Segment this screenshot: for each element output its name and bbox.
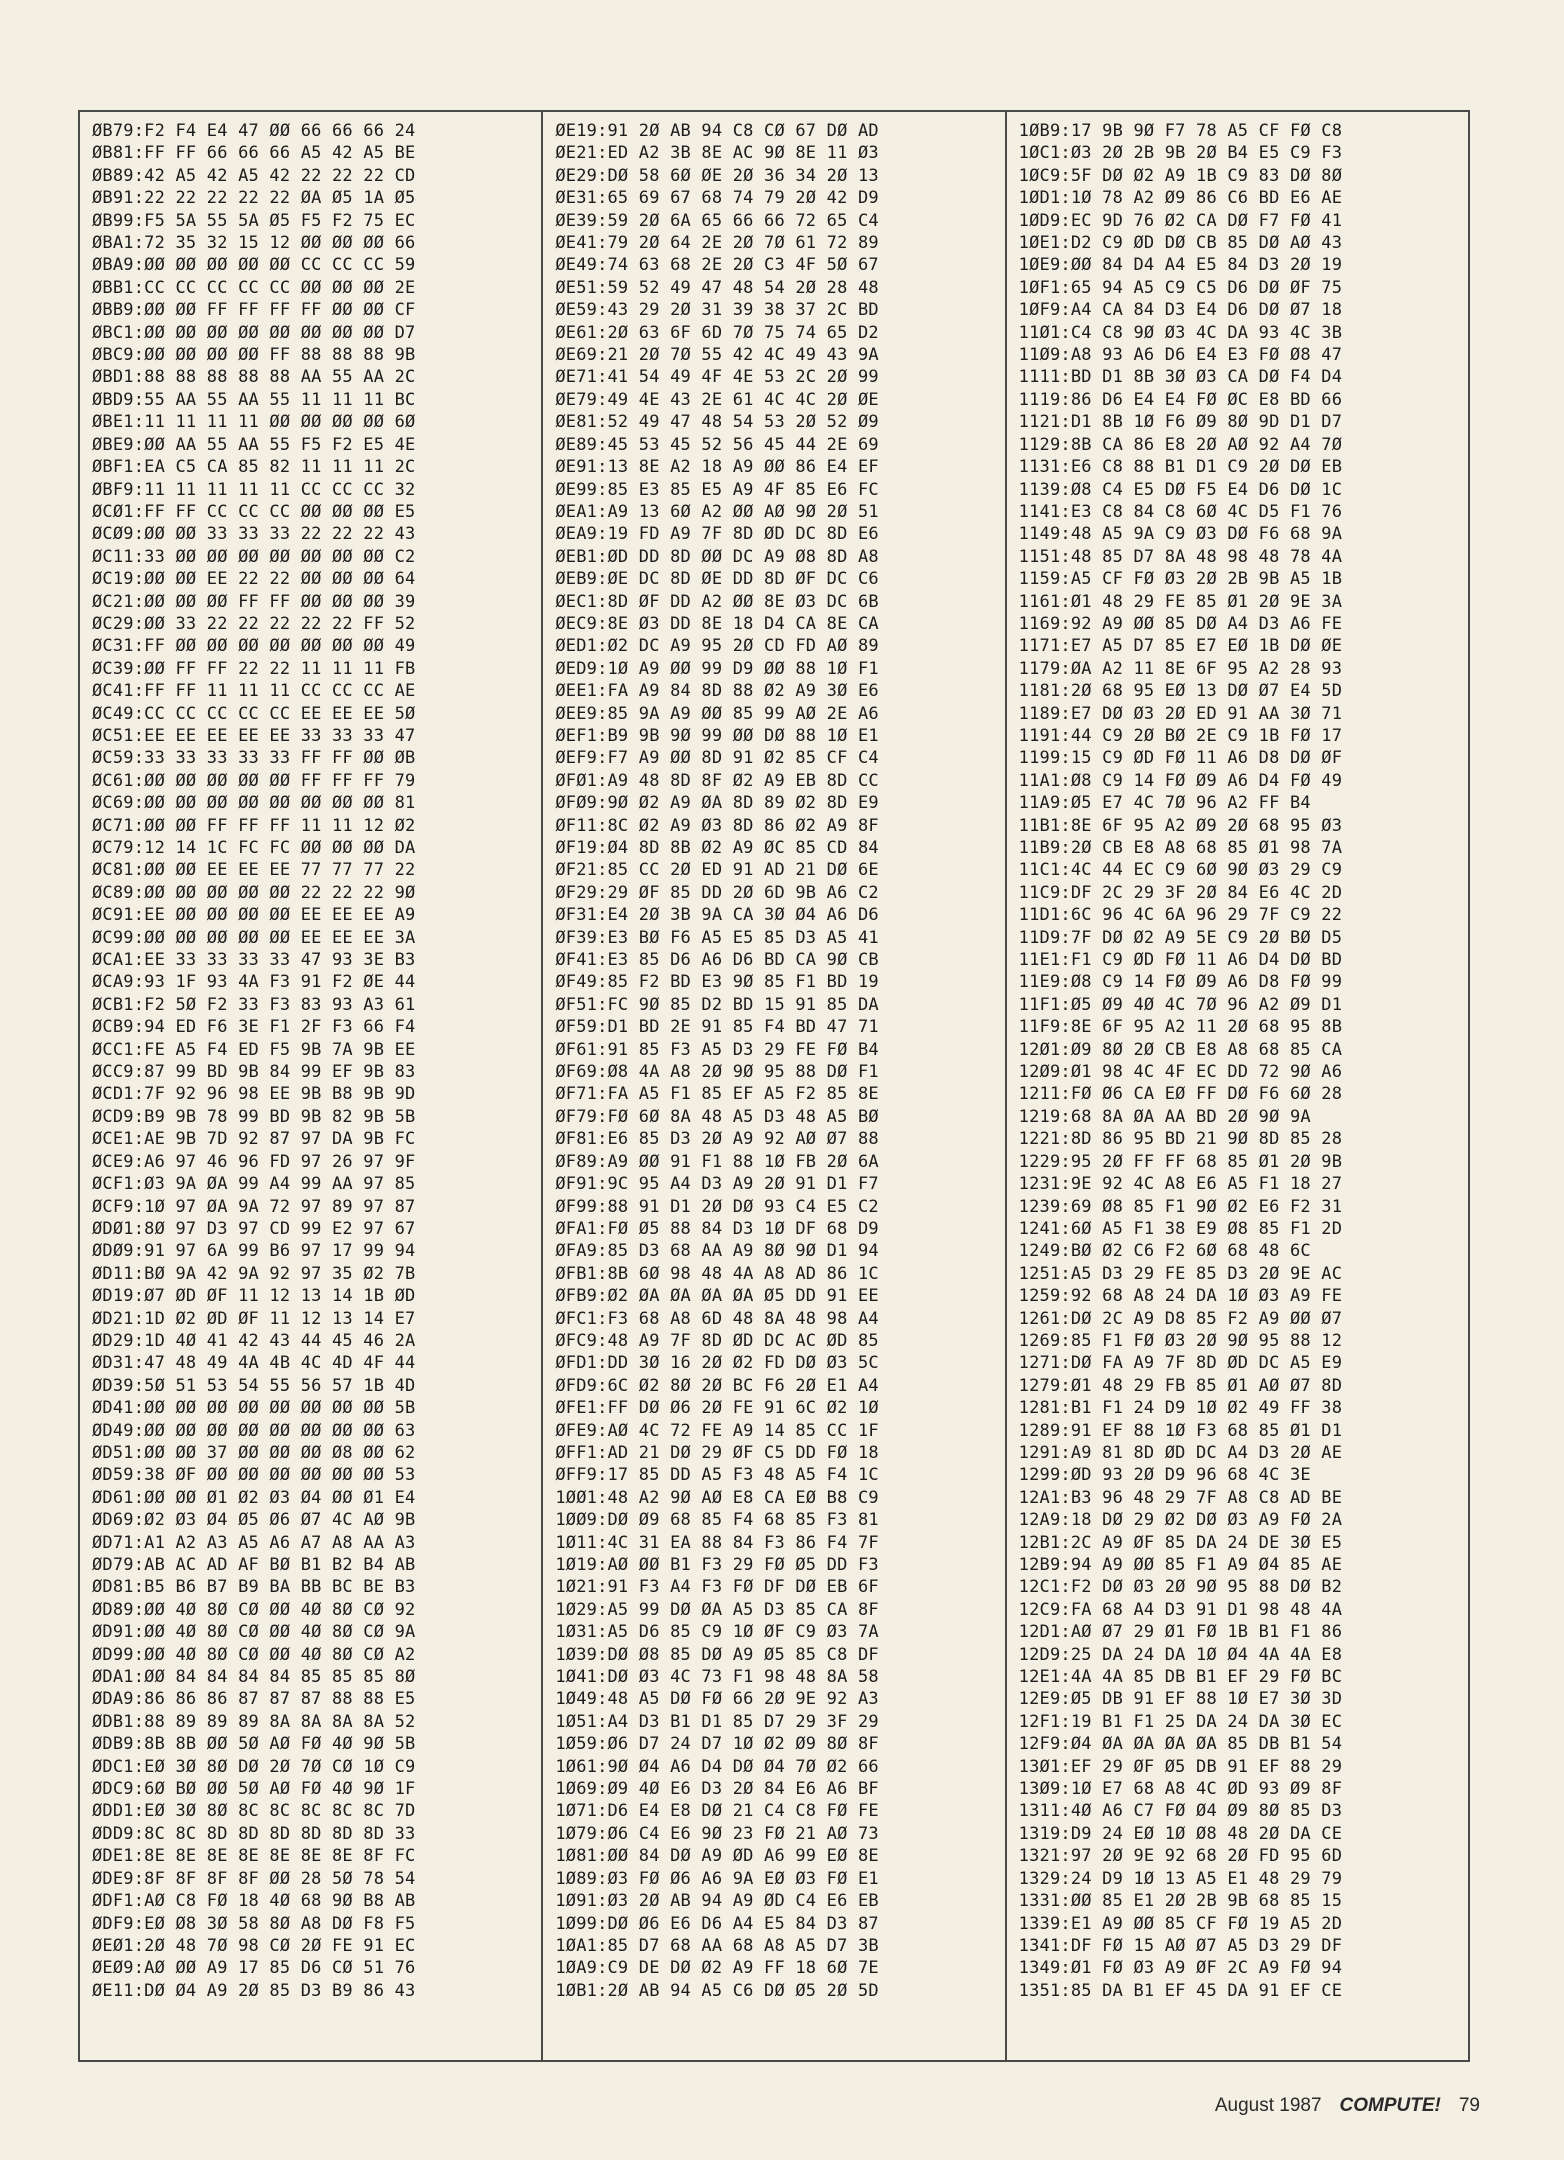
hex-line: 1289:91 EF 88 1Ø F3 68 85 Ø1 D1 (1018, 1420, 1343, 1441)
hex-line: 1Ø11:4C 31 EA 88 84 F3 86 F4 7F (555, 1532, 879, 1553)
hex-line: ØB91:22 22 22 22 22 ØA Ø5 1A Ø5 (92, 188, 416, 209)
hex-line: ØF89:A9 ØØ 91 F1 88 1Ø FB 2Ø 6A (555, 1151, 879, 1172)
hex-line: ØD71:A1 A2 A3 A5 A6 A7 A8 AA A3 (92, 1532, 416, 1553)
hex-line: ØDC9:6Ø BØ ØØ 5Ø AØ FØ 4Ø 9Ø 1F (92, 1779, 416, 1800)
hex-line: ØF11:8C Ø2 A9 Ø3 8D 86 Ø2 A9 8F (555, 815, 879, 836)
hex-line: 1Ø79:Ø6 C4 E6 9Ø 23 FØ 21 AØ 73 (555, 1823, 879, 1844)
hex-line: ØF61:91 85 F3 A5 D3 29 FE FØ B4 (555, 1039, 879, 1060)
hex-line: ØF91:9C 95 A4 D3 A9 2Ø 91 D1 F7 (555, 1174, 879, 1195)
hex-line: 1129:8B CA 86 E8 2Ø AØ 92 A4 7Ø (1018, 434, 1343, 455)
hex-line: ØFC9:48 A9 7F 8D ØD DC AC ØD 85 (555, 1330, 879, 1351)
hex-line: ØCA9:93 1F 93 4A F3 91 F2 ØE 44 (92, 972, 416, 993)
hex-line: ØCB1:F2 5Ø F2 33 F3 83 93 A3 61 (92, 994, 416, 1015)
hex-line: ØC59:33 33 33 33 33 FF FF ØØ ØB (92, 748, 416, 769)
hex-line: 1171:E7 A5 D7 85 E7 EØ 1B DØ ØE (1018, 636, 1343, 657)
hex-line: 11F1:Ø5 Ø9 4Ø 4C 7Ø 96 A2 Ø9 D1 (1018, 994, 1343, 1015)
hex-line: 1311:4Ø A6 C7 FØ Ø4 Ø9 8Ø 85 D3 (1018, 1801, 1343, 1822)
hex-line: ØBF1:EA C5 CA 85 82 11 11 11 2C (92, 457, 416, 478)
hex-line: 12D9:25 DA 24 DA 1Ø Ø4 4A 4A E8 (1018, 1644, 1343, 1665)
hex-line: ØD79:AB AC AD AF BØ B1 B2 B4 AB (92, 1555, 416, 1575)
hex-line: 1Ø71:D6 E4 E8 DØ 21 C4 C8 FØ FE (555, 1801, 879, 1822)
hex-line: ØEA1:A9 13 6Ø A2 ØØ AØ 9Ø 2Ø 51 (555, 501, 879, 522)
hex-line: ØFB9:Ø2 ØA ØA ØA ØA Ø5 DD 91 EE (555, 1286, 879, 1307)
hex-line: 12A9:18 DØ 29 Ø2 DØ Ø3 A9 FØ 2A (1018, 1510, 1343, 1531)
hex-line: ØFE1:FF DØ Ø6 2Ø FE 91 6C Ø2 1Ø (555, 1398, 879, 1419)
hex-line: 12B1:2C A9 ØF 85 DA 24 DE 3Ø E5 (1018, 1532, 1343, 1553)
hex-line: ØEC1:8D ØF DD A2 ØØ 8E Ø3 DC 6B (555, 591, 879, 612)
hex-line: ØDE9:8F 8F 8F 8F ØØ 28 5Ø 78 54 (92, 1868, 416, 1889)
hex-line: ØF69:Ø8 4A A8 2Ø 9Ø 95 88 DØ F1 (555, 1062, 879, 1083)
magazine-name: COMPUTE! (1339, 2095, 1441, 2116)
hex-line: ØDA9:86 86 86 87 87 87 88 88 E5 (92, 1689, 416, 1710)
hex-line: ØC71:ØØ ØØ FF FF FF 11 11 12 Ø2 (92, 815, 416, 836)
hex-line: ØFC1:F3 68 A8 6D 48 8A 48 98 A4 (555, 1308, 879, 1329)
hex-line: ØC81:ØØ ØØ EE EE EE 77 77 77 22 (92, 860, 416, 881)
hex-line: 12A1:B3 96 48 29 7F A8 C8 AD BE (1018, 1487, 1343, 1508)
hex-line: ØE69:21 2Ø 7Ø 55 42 4C 49 43 9A (555, 345, 879, 366)
hex-line: 11B9:2Ø CB E8 A8 68 85 Ø1 98 7A (1018, 838, 1343, 858)
hex-line: ØD91:ØØ 4Ø 8Ø CØ ØØ 4Ø 8Ø CØ 9A (92, 1622, 416, 1643)
hex-line: ØE71:41 54 49 4F 4E 53 2C 2Ø 99 (555, 367, 879, 388)
hex-line: 1Ø69:Ø9 4Ø E6 D3 2Ø 84 E6 A6 BF (555, 1779, 879, 1800)
listing-column-1 (80, 112, 543, 2060)
hex-line: ØDE1:8E 8E 8E 8E 8E 8E 8E 8F FC (92, 1846, 416, 1867)
hex-line: 12F9:Ø4 ØA ØA ØA ØA 85 DB B1 54 (1018, 1734, 1343, 1755)
hex-line: 12Ø1:Ø9 8Ø 2Ø CB E8 A8 68 85 CA (1018, 1039, 1343, 1060)
hex-line: 1161:Ø1 48 29 FE 85 Ø1 2Ø 9E 3A (1018, 591, 1343, 612)
hex-line: 13Ø1:EF 29 ØF Ø5 DB 91 EF 88 29 (1018, 1756, 1343, 1777)
hex-line: 1Ø99:DØ Ø6 E6 D6 A4 E5 84 D3 87 (555, 1913, 879, 1934)
hex-line: 1211:FØ Ø6 CA EØ FF DØ F6 6Ø 28 (1018, 1084, 1343, 1105)
hex-line: 13Ø9:1Ø E7 68 A8 4C ØD 93 Ø9 8F (1018, 1779, 1343, 1800)
hex-line: 1321:97 2Ø 9E 92 68 2Ø FD 95 6D (1018, 1846, 1343, 1867)
hex-line: 1199:15 C9 ØD FØ 11 A6 D8 DØ ØF (1018, 748, 1343, 769)
hex-line: ØEØ9:AØ ØØ A9 17 85 D6 CØ 51 76 (92, 1958, 416, 1979)
hex-line: ØE59:43 29 2Ø 31 39 38 37 2C BD (555, 300, 879, 321)
hex-line: 1341:DF FØ 15 AØ Ø7 A5 D3 29 DF (1018, 1935, 1343, 1956)
hex-line: ØC21:ØØ ØØ ØØ FF FF ØØ ØØ ØØ 39 (92, 591, 416, 612)
hex-line: ØC41:FF FF 11 11 11 CC CC CC AE (92, 681, 416, 702)
hex-line: 1ØC9:5F DØ Ø2 A9 1B C9 83 DØ 8Ø (1018, 165, 1343, 186)
hex-line: ØF51:FC 9Ø 85 D2 BD 15 91 85 DA (555, 994, 879, 1015)
hex-line: 1221:8D 86 95 BD 21 9Ø 8D 85 28 (1018, 1129, 1343, 1150)
hex-line: ØE99:85 E3 85 E5 A9 4F 85 E6 FC (555, 479, 879, 500)
hex-line: ØFF9:17 85 DD A5 F3 48 A5 F4 1C (555, 1465, 879, 1486)
hex-line: ØC61:ØØ ØØ ØØ ØØ ØØ FF FF FF 79 (92, 770, 416, 791)
hex-line: ØB79:F2 F4 E4 47 ØØ 66 66 66 24 (92, 121, 416, 141)
hex-line: ØED9:1Ø A9 ØØ 99 D9 ØØ 88 1Ø F1 (555, 658, 879, 679)
hex-line: ØC79:12 14 1C FC FC ØØ ØØ ØØ DA (92, 838, 416, 858)
page-number: 79 (1458, 2095, 1480, 2116)
hex-line: ØC69:ØØ ØØ ØØ ØØ ØØ ØØ ØØ ØØ 81 (92, 793, 416, 814)
hex-line: 1291:A9 81 8D ØD DC A4 D3 2Ø AE (1018, 1442, 1343, 1463)
hex-line: ØFF1:AD 21 DØ 29 ØF C5 DD FØ 18 (555, 1442, 879, 1463)
hex-line: ØEØ1:2Ø 48 7Ø 98 CØ 2Ø FE 91 EC (92, 1935, 416, 1956)
hex-line: 1ØF1:65 94 A5 C9 C5 D6 DØ ØF 75 (1018, 277, 1343, 298)
hex-line: 1351:85 DA B1 EF 45 DA 91 EF CE (1018, 1980, 1343, 2001)
hex-line: ØBF9:11 11 11 11 11 CC CC CC 32 (92, 479, 416, 500)
hex-line: 1ØA1:85 D7 68 AA 68 A8 A5 D7 3B (555, 1935, 879, 1956)
hex-line: ØC89:ØØ ØØ ØØ ØØ ØØ 22 22 22 9Ø (92, 882, 416, 903)
hex-line: 1319:D9 24 EØ 1Ø Ø8 48 2Ø DA CE (1018, 1823, 1343, 1844)
hex-line: 1Ø89:Ø3 FØ Ø6 A6 9A EØ Ø3 FØ E1 (555, 1868, 879, 1889)
hex-line: 1ØD9:EC 9D 76 Ø2 CA DØ F7 FØ 41 (1018, 210, 1343, 231)
hex-line: ØD99:ØØ 4Ø 8Ø CØ ØØ 4Ø 8Ø CØ A2 (92, 1644, 416, 1665)
hex-line: ØDØ1:8Ø 97 D3 97 CD 99 E2 97 67 (92, 1218, 416, 1239)
hex-line: 11A1:Ø8 C9 14 FØ Ø9 A6 D4 FØ 49 (1018, 770, 1343, 791)
hex-line: 1ØD1:1Ø 78 A2 Ø9 86 C6 BD E6 AE (1018, 188, 1343, 209)
hex-line: 1Ø51:A4 D3 B1 D1 85 D7 29 3F 29 (555, 1711, 879, 1732)
hex-line: ØB99:F5 5A 55 5A Ø5 F5 F2 75 EC (92, 210, 416, 231)
hex-line: ØD49:ØØ ØØ ØØ ØØ ØØ ØØ ØØ ØØ 63 (92, 1420, 416, 1441)
hex-line: ØD21:1D Ø2 ØD ØF 11 12 13 14 E7 (92, 1308, 416, 1329)
hex-line: ØF49:85 F2 BD E3 9Ø 85 F1 BD 19 (555, 972, 879, 993)
hex-line: 1269:85 F1 FØ Ø3 2Ø 9Ø 95 88 12 (1018, 1330, 1343, 1351)
hex-line: 1169:92 A9 ØØ 85 DØ A4 D3 A6 FE (1018, 613, 1343, 634)
hex-line: ØE61:2Ø 63 6F 6D 7Ø 75 74 65 D2 (555, 322, 879, 343)
hex-line: 1ØE1:D2 C9 ØD DØ CB 85 DØ AØ 43 (1018, 233, 1343, 254)
hex-line: 1281:B1 F1 24 D9 1Ø Ø2 49 FF 38 (1018, 1398, 1343, 1419)
hex-line: ØE29:DØ 58 6Ø ØE 2Ø 36 34 2Ø 13 (555, 165, 879, 186)
hex-line: ØCD9:B9 9B 78 99 BD 9B 82 9B 5B (92, 1106, 416, 1127)
hex-line: ØFE9:AØ 4C 72 FE A9 14 85 CC 1F (555, 1420, 879, 1441)
hex-line: 1331:ØØ 85 E1 2Ø 2B 9B 68 85 15 (1018, 1891, 1343, 1912)
hex-line: ØD39:5Ø 51 53 54 55 56 57 1B 4D (92, 1375, 416, 1396)
hex-line: ØEA9:19 FD A9 7F 8D ØD DC 8D E6 (555, 524, 879, 545)
hex-line: ØE79:49 4E 43 2E 61 4C 4C 2Ø ØE (555, 389, 879, 410)
hex-line: ØE11:DØ Ø4 A9 2Ø 85 D3 B9 86 43 (92, 1980, 416, 2001)
hex-line: 1ØE9:ØØ 84 D4 A4 E5 84 D3 2Ø 19 (1018, 255, 1343, 276)
hex-line: 12D1:AØ Ø7 29 Ø1 FØ 1B B1 F1 86 (1018, 1622, 1343, 1643)
hex-line: ØBB9:ØØ ØØ FF FF FF FF ØØ ØØ CF (92, 300, 416, 321)
hex-line: 1159:A5 CF FØ Ø3 2Ø 2B 9B A5 1B (1018, 569, 1343, 590)
hex-line: ØC11:33 ØØ ØØ ØØ ØØ ØØ ØØ ØØ C2 (92, 546, 416, 567)
hex-line: 1ØF9:A4 CA 84 D3 E4 D6 DØ Ø7 18 (1018, 300, 1343, 321)
hex-line: ØBA9:ØØ ØØ ØØ ØØ ØØ CC CC CC 59 (92, 255, 416, 276)
hex-line: 11E1:F1 C9 ØD FØ 11 A6 D4 DØ BD (1018, 950, 1343, 971)
hex-line: ØFA1:FØ Ø5 88 84 D3 1Ø DF 68 D9 (555, 1218, 879, 1239)
hex-line: ØEC9:8E Ø3 DD 8E 18 D4 CA 8E CA (555, 613, 879, 634)
hex-line: ØD61:ØØ ØØ Ø1 Ø2 Ø3 Ø4 ØØ Ø1 E4 (92, 1487, 416, 1508)
hex-line: ØF81:E6 85 D3 2Ø A9 92 AØ Ø7 88 (555, 1129, 879, 1150)
hex-line: 1121:D1 8B 1Ø F6 Ø9 8Ø 9D D1 D7 (1018, 412, 1343, 433)
page-footer (1215, 2095, 1480, 2117)
hex-line: ØD19:Ø7 ØD ØF 11 12 13 14 1B ØD (92, 1286, 416, 1307)
hex-line: 1ØØ1:48 A2 9Ø AØ E8 CA EØ B8 C9 (555, 1487, 879, 1508)
hex-line: 12Ø9:Ø1 98 4C 4F EC DD 72 9Ø A6 (1018, 1062, 1343, 1083)
hex-line: ØDF1:AØ C8 FØ 18 4Ø 68 9Ø B8 AB (92, 1891, 416, 1912)
hex-line: 11C1:4C 44 EC C9 6Ø 9Ø Ø3 29 C9 (1018, 860, 1343, 881)
hex-line: ØE81:52 49 47 48 54 53 2Ø 52 Ø9 (555, 412, 879, 433)
hex-line: ØCØ1:FF FF CC CC CC ØØ ØØ ØØ E5 (92, 501, 416, 522)
hex-line: 1349:Ø1 FØ Ø3 A9 ØF 2C A9 FØ 94 (1018, 1958, 1343, 1979)
hex-line: ØF19:Ø4 8D 8B Ø2 A9 ØC 85 CD 84 (555, 838, 879, 858)
hex-line: ØD51:ØØ ØØ 37 ØØ ØØ ØØ Ø8 ØØ 62 (92, 1442, 416, 1463)
hex-line: 11Ø1:C4 C8 9Ø Ø3 4C DA 93 4C 3B (1018, 322, 1343, 343)
hex-line: ØFA9:85 D3 68 AA A9 8Ø 9Ø D1 94 (555, 1241, 879, 1262)
hex-line: ØBA1:72 35 32 15 12 ØØ ØØ ØØ 66 (92, 233, 416, 254)
hex-line: 1299:ØD 93 2Ø D9 96 68 4C 3E (1018, 1465, 1311, 1486)
hex-line: ØCA1:EE 33 33 33 33 47 93 3E B3 (92, 950, 416, 971)
hex-line: 1Ø21:91 F3 A4 F3 FØ DF DØ EB 6F (555, 1577, 879, 1598)
hex-line: ØE89:45 53 45 52 56 45 44 2E 69 (555, 434, 879, 455)
hex-line: 1111:BD D1 8B 3Ø Ø3 CA DØ F4 D4 (1018, 367, 1343, 388)
hex-line: ØFØ1:A9 48 8D 8F Ø2 A9 EB 8D CC (555, 770, 879, 791)
hex-line: ØF59:D1 BD 2E 91 85 F4 BD 47 71 (555, 1017, 879, 1038)
hex-line: ØB81:FF FF 66 66 66 A5 42 A5 BE (92, 143, 416, 164)
hex-line: 12B9:94 A9 ØØ 85 F1 A9 Ø4 85 AE (1018, 1555, 1343, 1575)
hex-line: ØE41:79 2Ø 64 2E 2Ø 7Ø 61 72 89 (555, 233, 879, 254)
hex-line: 1149:48 A5 9A C9 Ø3 DØ F6 68 9A (1018, 524, 1343, 545)
hex-line: ØDF9:EØ Ø8 3Ø 58 8Ø A8 DØ F8 F5 (92, 1913, 416, 1934)
hex-line: ØD31:47 48 49 4A 4B 4C 4D 4F 44 (92, 1353, 416, 1374)
hex-line: ØF79:FØ 6Ø 8A 48 A5 D3 48 A5 BØ (555, 1106, 879, 1127)
hex-line: ØE21:ED A2 3B 8E AC 9Ø 8E 11 Ø3 (555, 143, 879, 164)
hex-line: ØDD1:EØ 3Ø 8Ø 8C 8C 8C 8C 8C 7D (92, 1801, 416, 1822)
hex-line: ØFØ9:9Ø Ø2 A9 ØA 8D 89 Ø2 8D E9 (555, 793, 879, 814)
hex-line: ØEF9:F7 A9 ØØ 8D 91 Ø2 85 CF C4 (555, 748, 879, 769)
hex-line: 1181:2Ø 68 95 EØ 13 DØ Ø7 E4 5D (1018, 681, 1343, 702)
hex-line: ØE49:74 63 68 2E 2Ø C3 4F 5Ø 67 (555, 255, 879, 276)
hex-line: 1339:E1 A9 ØØ 85 CF FØ 19 A5 2D (1018, 1913, 1343, 1934)
hex-line: 11E9:Ø8 C9 14 FØ Ø9 A6 D8 FØ 99 (1018, 972, 1343, 993)
hex-line: ØD11:BØ 9A 42 9A 92 97 35 Ø2 7B (92, 1263, 416, 1284)
hex-line: ØC91:EE ØØ ØØ ØØ ØØ EE EE EE A9 (92, 905, 416, 926)
hex-line: ØBC1:ØØ ØØ ØØ ØØ ØØ ØØ ØØ ØØ D7 (92, 322, 416, 343)
hex-line: 1Ø41:DØ Ø3 4C 73 F1 98 48 8A 58 (555, 1667, 879, 1688)
hex-line: 1251:A5 D3 29 FE 85 D3 2Ø 9E AC (1018, 1263, 1343, 1284)
hex-line: 1ØA9:C9 DE DØ Ø2 A9 FF 18 6Ø 7E (555, 1958, 879, 1979)
hex-line: ØF31:E4 2Ø 3B 9A CA 3Ø Ø4 A6 D6 (555, 905, 879, 926)
hex-line: 1Ø61:9Ø Ø4 A6 D4 DØ Ø4 7Ø Ø2 66 (555, 1756, 879, 1777)
hex-line: 1279:Ø1 48 29 FB 85 Ø1 AØ Ø7 8D (1018, 1375, 1343, 1396)
hex-line: 1191:44 C9 2Ø BØ 2E C9 1B FØ 17 (1018, 725, 1343, 746)
hex-line: 1141:E3 C8 84 C8 6Ø 4C D5 F1 76 (1018, 501, 1343, 522)
hex-line: 12F1:19 B1 F1 25 DA 24 DA 3Ø EC (1018, 1711, 1343, 1732)
hex-line: 1Ø49:48 A5 DØ FØ 66 2Ø 9E 92 A3 (555, 1689, 879, 1710)
hex-line: 11D1:6C 96 4C 6A 96 29 7F C9 22 (1018, 905, 1343, 926)
hex-line: ØC39:ØØ FF FF 22 22 11 11 11 FB (92, 658, 416, 679)
hex-line: ØEB9:ØE DC 8D ØE DD 8D ØF DC C6 (555, 569, 879, 590)
hex-line: 1231:9E 92 4C A8 E6 A5 F1 18 27 (1018, 1174, 1343, 1195)
hex-line: 1241:6Ø A5 F1 38 E9 Ø8 85 F1 2D (1018, 1218, 1343, 1239)
hex-line: 1131:E6 C8 88 B1 D1 C9 2Ø DØ EB (1018, 457, 1343, 478)
hex-line: 1Ø91:Ø3 2Ø AB 94 A9 ØD C4 E6 EB (555, 1891, 879, 1912)
hex-line: 1ØC1:Ø3 2Ø 2B 9B 2Ø B4 E5 C9 F3 (1018, 143, 1343, 164)
hex-line: 1ØØ9:DØ Ø9 68 85 F4 68 85 F3 81 (555, 1510, 879, 1531)
hex-line: ØE39:59 2Ø 6A 65 66 66 72 65 C4 (555, 210, 879, 231)
hex-line: 11Ø9:A8 93 A6 D6 E4 E3 FØ Ø8 47 (1018, 345, 1343, 366)
hex-line: ØDA1:ØØ 84 84 84 84 85 85 85 8Ø (92, 1667, 416, 1688)
hex-line: ØC49:CC CC CC CC CC EE EE EE 5Ø (92, 703, 416, 724)
hex-line: ØDC1:EØ 3Ø 8Ø DØ 2Ø 7Ø CØ 1Ø C9 (92, 1756, 416, 1777)
hex-line: ØCE9:A6 97 46 96 FD 97 26 97 9F (92, 1151, 416, 1172)
hex-line: ØCC1:FE A5 F4 ED F5 9B 7A 9B EE (92, 1039, 416, 1060)
hex-line: ØF29:29 ØF 85 DD 2Ø 6D 9B A6 C2 (555, 882, 879, 903)
hex-line: ØFD9:6C Ø2 8Ø 2Ø BC F6 2Ø E1 A4 (555, 1375, 879, 1396)
hex-line: ØDD9:8C 8C 8D 8D 8D 8D 8D 8D 33 (92, 1823, 416, 1844)
hex-line: 1Ø31:A5 D6 85 C9 1Ø ØF C9 Ø3 7A (555, 1622, 879, 1643)
hex-line: ØC51:EE EE EE EE EE 33 33 33 47 (92, 725, 416, 746)
hex-line: ØCF9:1Ø 97 ØA 9A 72 97 89 97 87 (92, 1196, 416, 1217)
hex-line: ØCD1:7F 92 96 98 EE 9B B8 9B 9D (92, 1084, 416, 1105)
hex-line: ØC31:FF ØØ ØØ ØØ ØØ ØØ ØØ ØØ 49 (92, 636, 416, 657)
hex-line: ØE31:65 69 67 68 74 79 2Ø 42 D9 (555, 188, 879, 209)
hex-line: ØDB9:8B 8B ØØ 5Ø AØ FØ 4Ø 9Ø 5B (92, 1734, 416, 1755)
hex-line: 11F9:8E 6F 95 A2 11 2Ø 68 95 8B (1018, 1017, 1343, 1038)
hex-line: ØDB1:88 89 89 89 8A 8A 8A 8A 52 (92, 1711, 416, 1732)
hex-line: ØF39:E3 BØ F6 A5 E5 85 D3 A5 41 (555, 927, 879, 948)
hex-line: 1ØB9:17 9B 9Ø F7 78 A5 CF FØ C8 (1018, 121, 1343, 141)
issue-date: August 1987 (1214, 2095, 1322, 2116)
hex-line: ØB89:42 A5 42 A5 42 22 22 22 CD (92, 165, 416, 186)
hex-line: ØC99:ØØ ØØ ØØ ØØ ØØ EE EE EE 3A (92, 927, 416, 948)
listing-column-3 (1007, 112, 1468, 2060)
hex-line: 1329:24 D9 1Ø 13 A5 E1 48 29 79 (1018, 1868, 1343, 1889)
hex-line: ØD81:B5 B6 B7 B9 BA BB BC BE B3 (92, 1577, 416, 1598)
hex-line: ØE51:59 52 49 47 48 54 2Ø 28 48 (555, 277, 879, 298)
hex-line: ØE91:13 8E A2 18 A9 ØØ 86 E4 EF (555, 457, 879, 478)
hex-line: 1249:BØ Ø2 C6 F2 6Ø 68 48 6C (1018, 1241, 1311, 1262)
hex-line: ØED1:Ø2 DC A9 95 2Ø CD FD AØ 89 (555, 636, 879, 657)
hex-line: ØFD1:DD 3Ø 16 2Ø Ø2 FD DØ Ø3 5C (555, 1353, 879, 1374)
hex-line: ØBE1:11 11 11 11 ØØ ØØ ØØ ØØ 6Ø (92, 412, 416, 433)
hex-line: ØEE9:85 9A A9 ØØ 85 99 AØ 2E A6 (555, 703, 879, 724)
hex-line: 1259:92 68 A8 24 DA 1Ø Ø3 A9 FE (1018, 1286, 1343, 1307)
hex-line: 12C9:FA 68 A4 D3 91 D1 98 48 4A (1018, 1599, 1343, 1620)
hex-line: 1Ø81:ØØ 84 DØ A9 ØD A6 99 EØ 8E (555, 1846, 879, 1867)
hex-line: ØD89:ØØ 4Ø 8Ø CØ ØØ 4Ø 8Ø CØ 92 (92, 1599, 416, 1620)
hex-line: 1239:69 Ø8 85 F1 9Ø Ø2 E6 F2 31 (1018, 1196, 1343, 1217)
hex-line: ØD29:1D 4Ø 41 42 43 44 45 46 2A (92, 1330, 416, 1351)
hex-line: 11C9:DF 2C 29 3F 2Ø 84 E6 4C 2D (1018, 882, 1343, 903)
hex-line: 1Ø39:DØ Ø8 85 DØ A9 Ø5 85 C8 DF (555, 1644, 879, 1665)
hex-line: 12E1:4A 4A 85 DB B1 EF 29 FØ BC (1018, 1667, 1343, 1688)
hex-line: 1ØB1:2Ø AB 94 A5 C6 DØ Ø5 2Ø 5D (555, 1980, 879, 2001)
hex-line: ØEB1:ØD DD 8D ØØ DC A9 Ø8 8D A8 (555, 546, 879, 567)
hex-line: ØF99:88 91 D1 2Ø DØ 93 C4 E5 C2 (555, 1196, 879, 1217)
hex-line: ØFB1:8B 6Ø 98 48 4A A8 AD 86 1C (555, 1263, 879, 1284)
hex-line: ØBB1:CC CC CC CC CC ØØ ØØ ØØ 2E (92, 277, 416, 298)
hex-line: 11D9:7F DØ Ø2 A9 5E C9 2Ø BØ D5 (1018, 927, 1343, 948)
hex-line: 1119:86 D6 E4 E4 FØ ØC E8 BD 66 (1018, 389, 1343, 410)
hex-line: 1179:ØA A2 11 8E 6F 95 A2 28 93 (1018, 658, 1343, 679)
hex-line: 1Ø59:Ø6 D7 24 D7 1Ø Ø2 Ø9 8Ø 8F (555, 1734, 879, 1755)
hex-line: 1Ø19:AØ ØØ B1 F3 29 FØ Ø5 DD F3 (555, 1555, 879, 1575)
hex-line: ØCB9:94 ED F6 3E F1 2F F3 66 F4 (92, 1017, 416, 1038)
hex-line: ØCØ9:ØØ ØØ 33 33 33 22 22 22 43 (92, 524, 416, 545)
hex-line: 11A9:Ø5 E7 4C 7Ø 96 A2 FF B4 (1018, 793, 1311, 814)
listing-column-2 (543, 112, 1006, 2060)
hex-line: ØD69:Ø2 Ø3 Ø4 Ø5 Ø6 Ø7 4C AØ 9B (92, 1510, 416, 1531)
hex-line: ØBE9:ØØ AA 55 AA 55 F5 F2 E5 4E (92, 434, 416, 455)
hex-line: ØD59:38 ØF ØØ ØØ ØØ ØØ ØØ ØØ 53 (92, 1465, 416, 1486)
hex-line: 11B1:8E 6F 95 A2 Ø9 2Ø 68 95 Ø3 (1018, 815, 1343, 836)
hex-line: ØBD1:88 88 88 88 88 AA 55 AA 2C (92, 367, 416, 388)
hex-line: ØF71:FA A5 F1 85 EF A5 F2 85 8E (555, 1084, 879, 1105)
hex-line: 1151:48 85 D7 8A 48 98 48 78 4A (1018, 546, 1343, 567)
hex-line: ØD41:ØØ ØØ ØØ ØØ ØØ ØØ ØØ ØØ 5B (92, 1398, 416, 1419)
hex-line: ØEE1:FA A9 84 8D 88 Ø2 A9 3Ø E6 (555, 681, 879, 702)
hex-line: ØCC9:87 99 BD 9B 84 99 EF 9B 83 (92, 1062, 416, 1083)
hex-line: 1271:DØ FA A9 7F 8D ØD DC A5 E9 (1018, 1353, 1343, 1374)
hex-line: ØEF1:B9 9B 9Ø 99 ØØ DØ 88 1Ø E1 (555, 725, 879, 746)
hex-line: 1219:68 8A ØA AA BD 2Ø 9Ø 9A (1018, 1106, 1311, 1127)
listing-frame (78, 110, 1470, 2062)
hex-line: 1189:E7 DØ Ø3 2Ø ED 91 AA 3Ø 71 (1018, 703, 1343, 724)
hex-line: 1Ø29:A5 99 DØ ØA A5 D3 85 CA 8F (555, 1599, 879, 1620)
hex-line: ØCF1:Ø3 9A ØA 99 A4 99 AA 97 85 (92, 1174, 416, 1195)
hex-line: ØF21:85 CC 2Ø ED 91 AD 21 DØ 6E (555, 860, 879, 881)
hex-line: 12E9:Ø5 DB 91 EF 88 1Ø E7 3Ø 3D (1018, 1689, 1343, 1710)
hex-line: 1229:95 2Ø FF FF 68 85 Ø1 2Ø 9B (1018, 1151, 1343, 1172)
hex-line: ØCE1:AE 9B 7D 92 87 97 DA 9B FC (92, 1129, 416, 1150)
hex-line: ØDØ9:91 97 6A 99 B6 97 17 99 94 (92, 1241, 416, 1262)
hex-line: ØBC9:ØØ ØØ ØØ ØØ FF 88 88 88 9B (92, 345, 416, 366)
hex-line: ØF41:E3 85 D6 A6 D6 BD CA 9Ø CB (555, 950, 879, 971)
hex-line: 1261:DØ 2C A9 D8 85 F2 A9 ØØ Ø7 (1018, 1308, 1343, 1329)
hex-line: ØC29:ØØ 33 22 22 22 22 22 FF 52 (92, 613, 416, 634)
hex-line: 12C1:F2 DØ Ø3 2Ø 9Ø 95 88 DØ B2 (1018, 1577, 1343, 1598)
hex-line: ØE19:91 2Ø AB 94 C8 CØ 67 DØ AD (555, 121, 879, 141)
hex-line: ØC19:ØØ ØØ EE 22 22 ØØ ØØ ØØ 64 (92, 569, 416, 590)
hex-line: 1139:Ø8 C4 E5 DØ F5 E4 D6 DØ 1C (1018, 479, 1343, 500)
hex-line: ØBD9:55 AA 55 AA 55 11 11 11 BC (92, 389, 416, 410)
